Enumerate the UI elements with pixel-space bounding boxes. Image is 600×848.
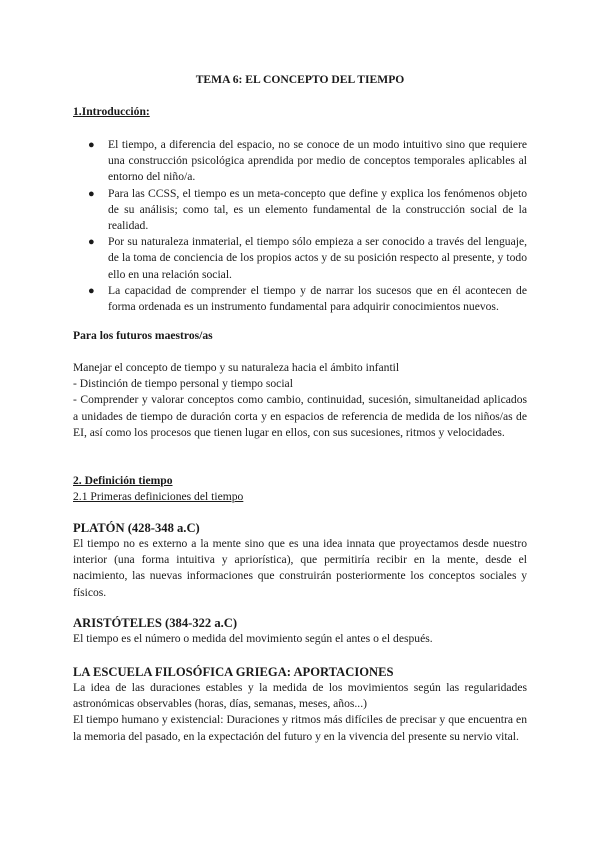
plato-text: El tiempo no es externo a la mente sino que es una idea innata que proyectamos desde nuestro interior (una forma intuitiva y apriorística), que permitiría recibir en la mente, desde el nacimiento, las nuevas informaciones que construirán posteriormente los conceptos sociales y físicos. (73, 537, 527, 599)
greek-school-heading: LA ESCUELA FILOSÓFICA GRIEGA: APORTACIONES (73, 665, 394, 679)
list-item (73, 137, 527, 186)
greek-school-text-2: El tiempo humano y existencial: Duraciones y ritmos más difíciles de precisar y que encuentra en la memoria del pasado, en la expectación del futuro y en la vivencia del presente su nervio vital. (73, 713, 527, 743)
list-item-text: Para las CCSS, el tiempo es un meta-concepto que define y explica los fenómenos objeto de su análisis; como tal, es un elemento fundamental de la construcción social de la realidad. (108, 186, 527, 233)
document-title: TEMA 6: EL CONCEPTO DEL TIEMPO (195, 73, 405, 86)
teachers-line-3: - Comprender y valorar conceptos como cambio, continuidad, sucesión, simultaneidad aplicados a unidades de tiempo de duración corta y en espacios de referencia de medida de los niños/as de EI, así como los procesos que tienen lugar en ellos, con sus sucesiones, ritmos y velocidades. (73, 393, 527, 439)
bullet-dot-icon: ● (88, 139, 95, 151)
list-item (73, 186, 527, 235)
introduction-bullet-list (73, 137, 527, 315)
bullet-dot-icon: ● (88, 236, 95, 249)
teachers-line-2: - Distinción de tiempo personal y tiempo social (73, 377, 293, 391)
teachers-block (73, 360, 527, 441)
list-item (73, 234, 527, 283)
greek-school-text-1: La idea de las duraciones estables y la medida de los movimientos según las regularidades astronómicas observables (horas, días, semanas, meses, años...) (73, 681, 527, 711)
aristotle-text: El tiempo es el número o medida del movimiento según el antes o el después. (73, 632, 433, 645)
section-2-1-subheading: 2.1 Primeras definiciones del tiempo (73, 490, 244, 503)
aristotle-heading: ARISTÓTELES (384-322 a.C) (73, 616, 238, 630)
bullet-dot-icon: ● (88, 187, 95, 200)
section-2-heading: 2. Definición tiempo (73, 474, 173, 487)
teachers-line-1: Manejar el concepto de tiempo y su naturaleza hacia el ámbito infantil (73, 361, 400, 374)
teachers-heading: Para los futuros maestros/as (73, 329, 213, 342)
list-item (73, 283, 527, 315)
greek-school-block (73, 680, 527, 745)
list-item-text: La capacidad de comprender el tiempo y de narrar los sucesos que en él acontecen de forma ordenada es un instrumento fundamental para adquirir conocimientos nuevos. (108, 283, 527, 314)
section-1-heading: 1.Introducción: (73, 105, 150, 118)
list-item-text: Por su naturaleza inmaterial, el tiempo sólo empieza a ser conocido a través del lenguaje, de la toma de conciencia de los propios actos y de su posición respecto al presente, y todo ello en una relación social. (108, 235, 527, 281)
plato-heading: PLATÓN (428-348 a.C) (73, 521, 200, 535)
list-item-text: El tiempo, a diferencia del espacio, no se conoce de un modo intuitivo sino que requiere una construcción psicológica aprendida por medio de conceptos temporales aplicables al entorno del niño/a. (108, 138, 527, 184)
bullet-dot-icon: ● (88, 284, 95, 297)
